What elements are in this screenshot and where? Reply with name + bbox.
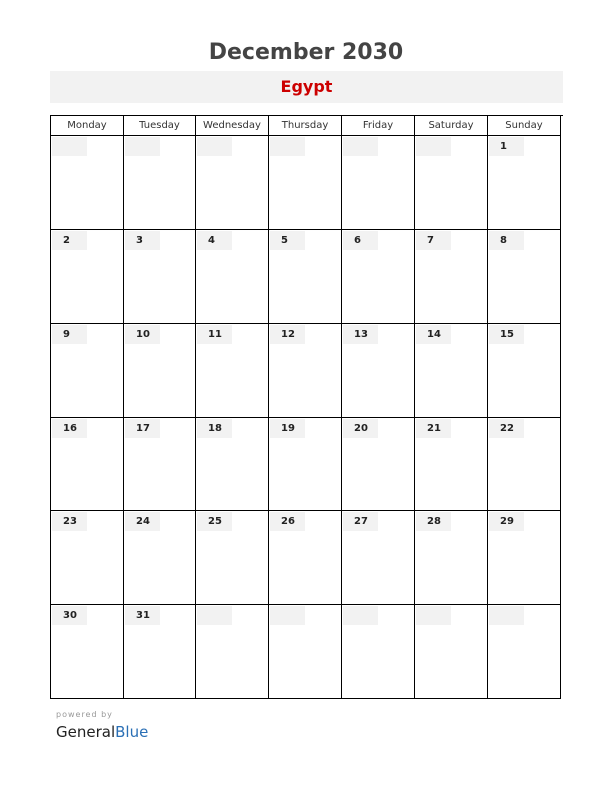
day-number: 10: [125, 325, 160, 344]
day-number-empty: [489, 606, 524, 625]
day-cell: [269, 418, 342, 512]
day-cell: [488, 418, 561, 512]
weekday-header-monday: Monday: [51, 116, 124, 136]
weekday-header-sunday: Sunday: [488, 116, 561, 136]
day-number: 2: [52, 231, 87, 250]
day-number-empty: [270, 137, 305, 156]
day-number: 17: [125, 419, 160, 438]
day-number: 6: [343, 231, 378, 250]
day-number: 22: [489, 419, 524, 438]
day-cell: [124, 230, 196, 324]
day-cell: [51, 230, 124, 324]
day-number: 12: [270, 325, 305, 344]
day-cell: [415, 136, 488, 230]
day-number-empty: [52, 137, 87, 156]
day-cell: [269, 605, 342, 699]
day-number: 23: [52, 512, 87, 531]
day-cell: [269, 230, 342, 324]
day-number: 28: [416, 512, 451, 531]
day-cell: [342, 230, 415, 324]
day-cell: [196, 605, 269, 699]
day-cell: [415, 324, 488, 418]
day-number: 14: [416, 325, 451, 344]
day-number: 21: [416, 419, 451, 438]
brand-general-text: General: [56, 723, 116, 741]
day-cell: [124, 324, 196, 418]
day-number-empty: [416, 137, 451, 156]
day-cell: [488, 324, 561, 418]
day-number-empty: [270, 606, 305, 625]
calendar-grid: [50, 115, 563, 699]
day-number: 13: [343, 325, 378, 344]
day-cell: [342, 324, 415, 418]
day-cell: [196, 511, 269, 605]
day-number: 1: [489, 137, 524, 156]
calendar-title: December 2030: [208, 40, 404, 65]
day-cell: [488, 136, 561, 230]
day-number: 11: [197, 325, 232, 344]
day-cell: [415, 230, 488, 324]
day-cell: [488, 230, 561, 324]
day-cell: [269, 324, 342, 418]
day-cell: [124, 418, 196, 512]
weekday-header-wednesday: Wednesday: [196, 116, 269, 136]
day-number: 19: [270, 419, 305, 438]
day-cell: [342, 511, 415, 605]
day-cell: [124, 136, 196, 230]
powered-by-label: powered by: [56, 710, 113, 719]
day-cell: [415, 605, 488, 699]
day-cell: [196, 136, 269, 230]
day-cell: [342, 605, 415, 699]
day-number-empty: [416, 606, 451, 625]
day-number: 8: [489, 231, 524, 250]
brand-blue-text: Blue: [115, 723, 149, 741]
day-number-empty: [343, 606, 378, 625]
day-cell: [124, 511, 196, 605]
day-number: 15: [489, 325, 524, 344]
day-number: 4: [197, 231, 232, 250]
day-number-empty: [197, 606, 232, 625]
day-number: 18: [197, 419, 232, 438]
day-cell: [51, 418, 124, 512]
day-cell: [196, 230, 269, 324]
day-number: 25: [197, 512, 232, 531]
day-number: 16: [52, 419, 87, 438]
day-number: 30: [52, 606, 87, 625]
day-cell: [415, 511, 488, 605]
day-cell: [342, 136, 415, 230]
day-cell: [488, 511, 561, 605]
day-cell: [269, 511, 342, 605]
country-name: Egypt: [50, 71, 563, 103]
day-cell: [124, 605, 196, 699]
day-number: 26: [270, 512, 305, 531]
day-cell: [269, 136, 342, 230]
day-number: 5: [270, 231, 305, 250]
day-number: 3: [125, 231, 160, 250]
day-number: 29: [489, 512, 524, 531]
day-cell: [196, 418, 269, 512]
weekday-header-friday: Friday: [342, 116, 415, 136]
day-cell: [51, 136, 124, 230]
day-cell: [415, 418, 488, 512]
weekday-header-tuesday: Tuesday: [124, 116, 196, 136]
day-cell: [51, 511, 124, 605]
weekday-header-thursday: Thursday: [269, 116, 342, 136]
weekday-header-saturday: Saturday: [415, 116, 488, 136]
day-number: 24: [125, 512, 160, 531]
day-number: 31: [125, 606, 160, 625]
day-cell: [196, 324, 269, 418]
day-number: 9: [52, 325, 87, 344]
day-number-empty: [125, 137, 160, 156]
day-number: 20: [343, 419, 378, 438]
day-cell: [342, 418, 415, 512]
day-number: 27: [343, 512, 378, 531]
day-number-empty: [343, 137, 378, 156]
footer-branding: [56, 710, 148, 742]
day-cell: [488, 605, 561, 699]
day-number-empty: [197, 137, 232, 156]
day-cell: [51, 605, 124, 699]
brand-logo: [56, 722, 148, 742]
day-number: 7: [416, 231, 451, 250]
day-cell: [51, 324, 124, 418]
